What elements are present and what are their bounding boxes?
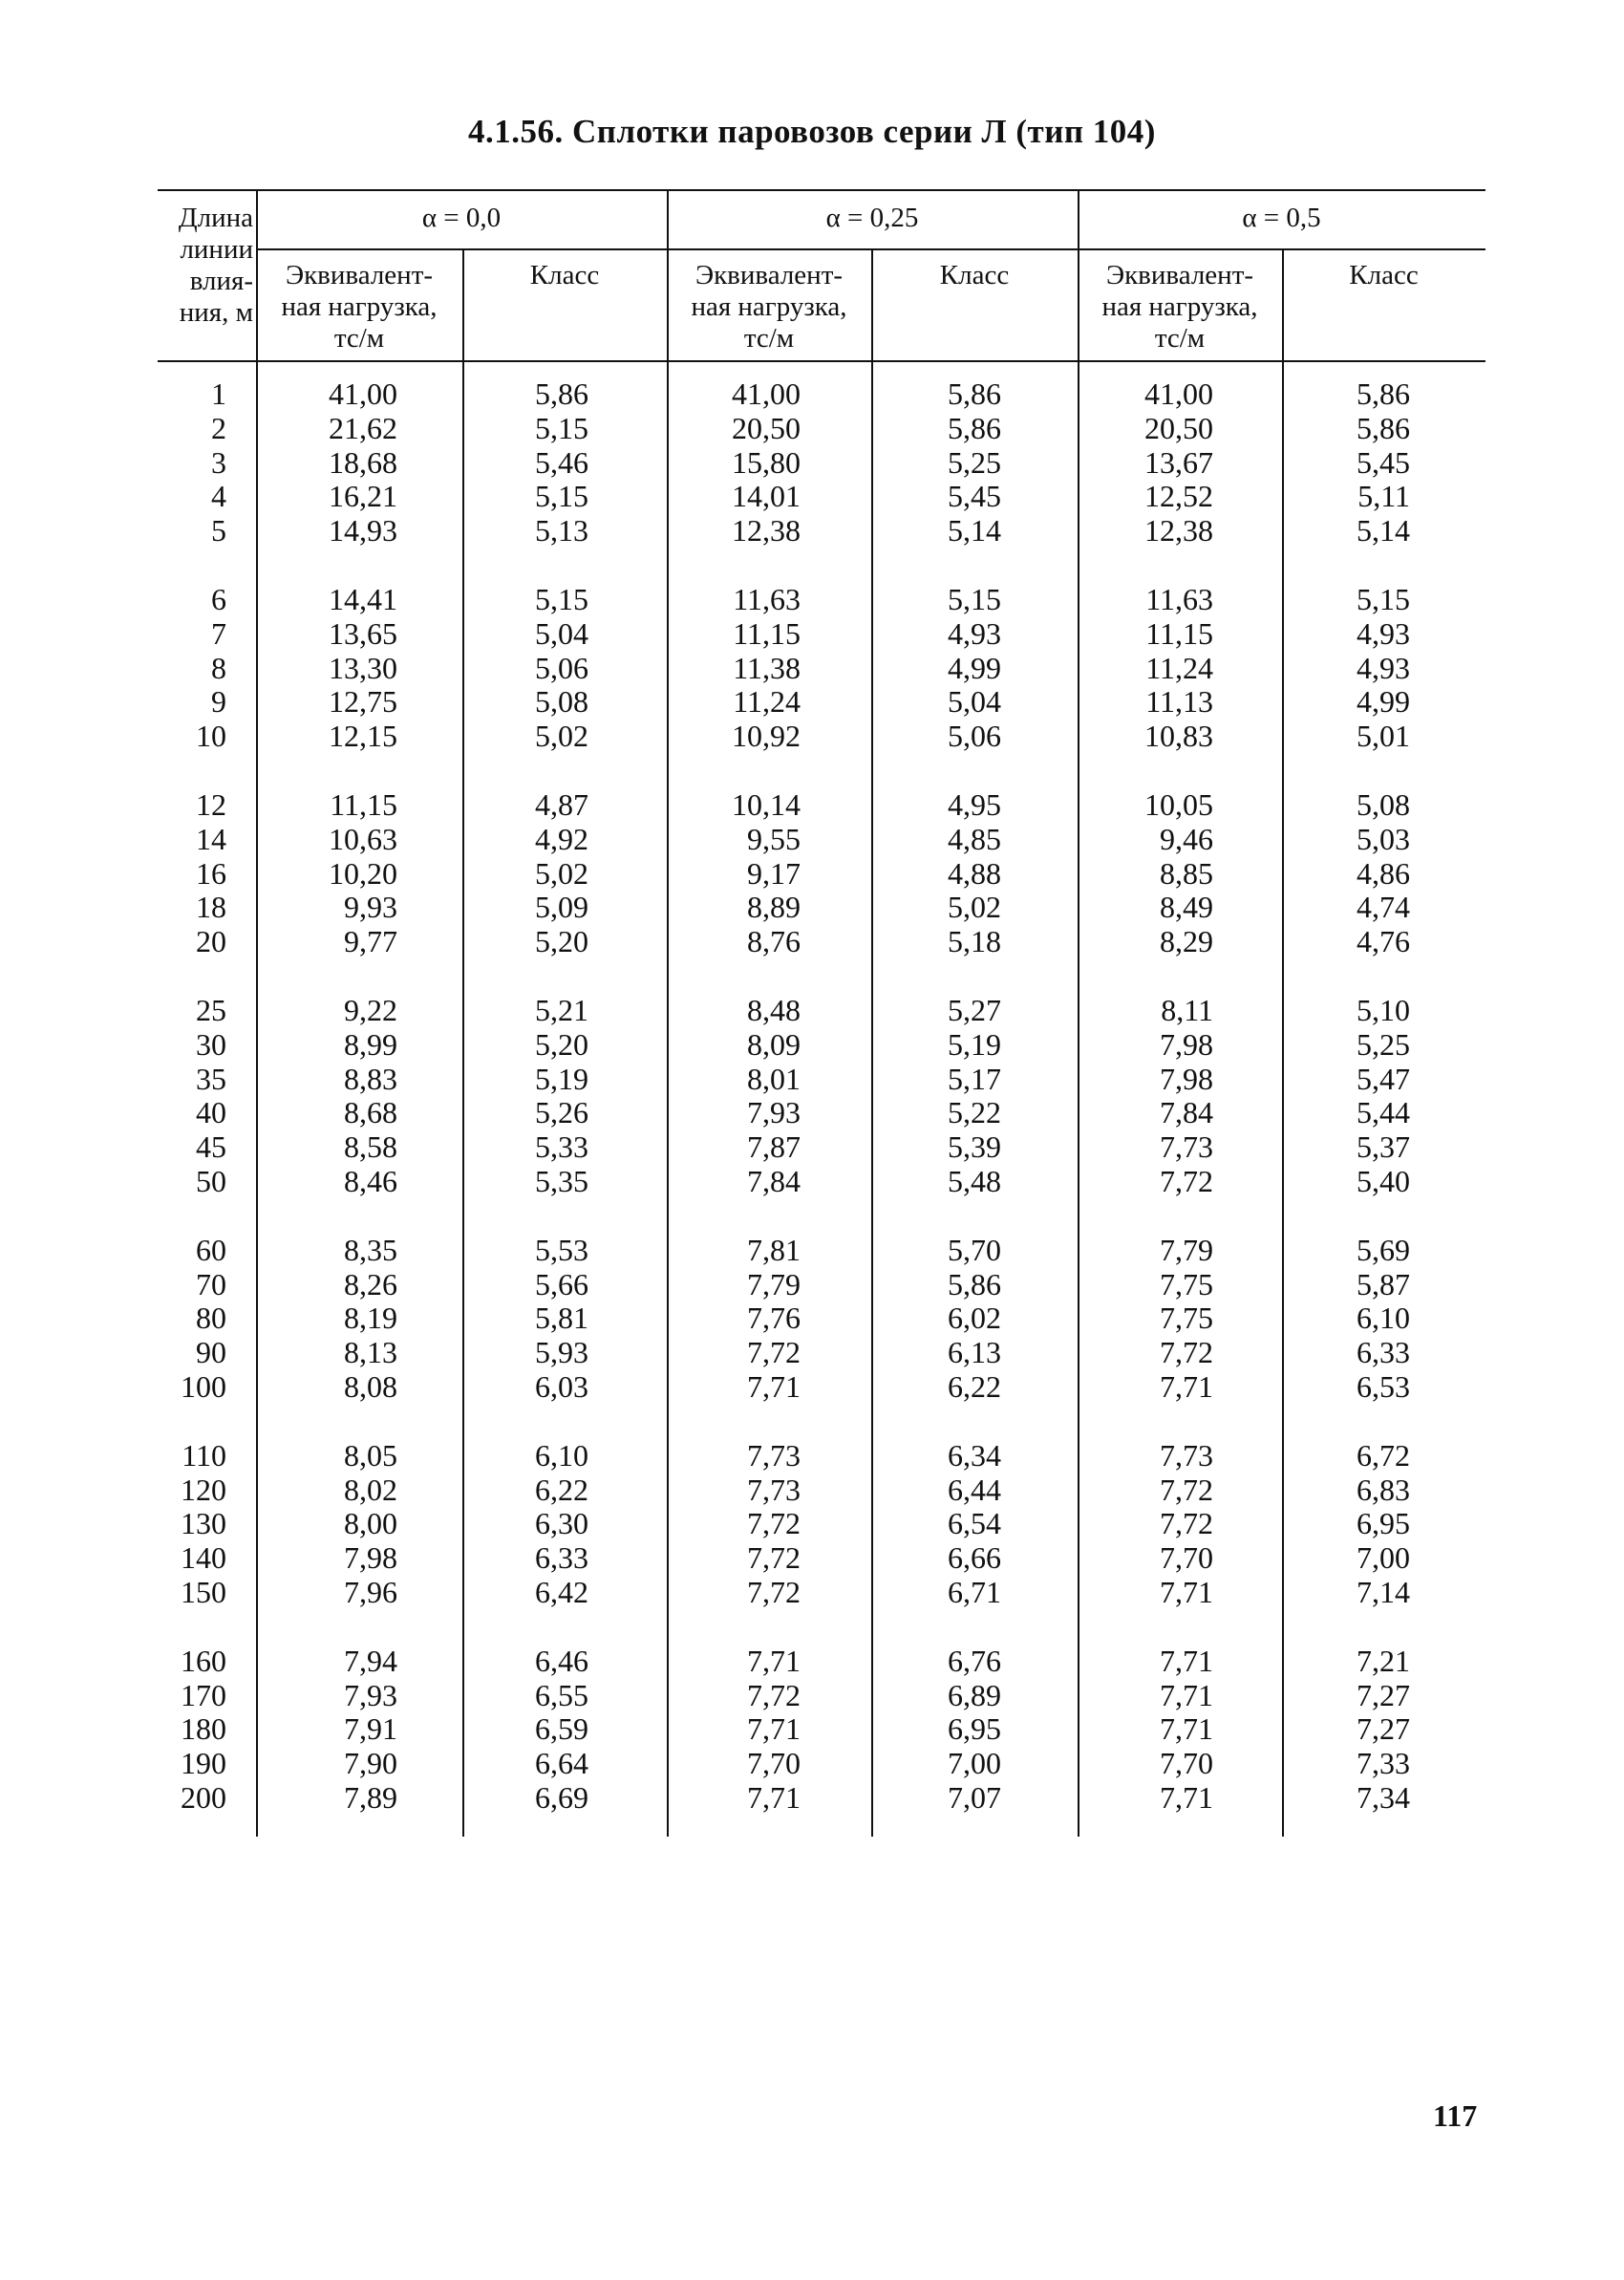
table-cell: 5,06 [948,719,1001,754]
table-cell: 6,13 [948,1335,1001,1370]
row-length: 130 [181,1506,226,1541]
table-cell: 4,93 [948,615,1001,651]
row-length: 8 [211,650,226,685]
table-cell: 8,83 [344,1061,397,1096]
table-cell: 5,70 [948,1232,1001,1267]
table-cell: 7,72 [1160,1164,1213,1198]
table-cell: 5,47 [1357,1061,1410,1096]
table-cell: 5,48 [948,1164,1001,1198]
table-cell: 4,93 [1357,650,1410,685]
table-cell: 7,72 [747,1677,801,1712]
row-length: 50 [196,1164,226,1198]
table-cell: 7,72 [1160,1335,1213,1370]
row-length: 20 [196,924,226,959]
table-cell: 4,86 [1357,855,1410,891]
row-length: 18 [196,890,226,925]
table-cell: 8,00 [344,1506,397,1541]
table-cell: 6,72 [1357,1437,1410,1473]
table-cell: 9,46 [1160,821,1213,856]
table-cell: 7,73 [747,1437,801,1473]
row-length: 25 [196,993,226,1027]
table-cell: 7,75 [1160,1301,1213,1336]
table-cell: 7,76 [747,1301,801,1336]
row-length: 6 [211,582,226,616]
table-cell: 4,92 [535,821,588,856]
table-cell: 7,84 [1160,1095,1213,1130]
table-cell: 21,62 [329,410,397,445]
table-cell: 5,44 [1357,1095,1410,1130]
table-cell: 8,49 [1160,890,1213,925]
table-cell: 7,84 [747,1164,801,1198]
row-length: 70 [196,1266,226,1301]
row-length: 120 [181,1472,226,1507]
table-cell: 5,53 [535,1232,588,1267]
header-alpha-1: α = 0,25 [825,203,919,233]
header-load-1: Эквивалент- ная нагрузка, тс/м [691,260,847,354]
table-cell: 5,69 [1357,1232,1410,1267]
table-cell: 6,02 [948,1301,1001,1336]
table-cell: 8,35 [344,1232,397,1267]
table-cell: 5,19 [535,1061,588,1096]
table-cell: 5,18 [948,924,1001,959]
table-cell: 10,92 [732,719,801,754]
table-cell: 8,76 [747,924,801,959]
table-cell: 6,71 [948,1575,1001,1609]
table-cell: 7,96 [344,1575,397,1609]
row-length: 4 [211,479,226,514]
header-load-0: Эквивалент- ная нагрузка, тс/м [281,260,438,354]
row-length: 110 [182,1437,226,1473]
row-length: 12 [196,787,226,822]
table-cell: 7,70 [1160,1746,1213,1781]
table-cell: 5,46 [535,444,588,480]
table-cell: 7,75 [1160,1266,1213,1301]
row-length: 150 [181,1575,226,1609]
row-length: 35 [196,1061,226,1096]
table-cell: 6,76 [948,1643,1001,1678]
table-cell: 13,67 [1144,444,1213,480]
table-cell: 9,77 [344,924,397,959]
table-cell: 5,25 [948,444,1001,480]
table-cell: 5,20 [535,924,588,959]
table-cell: 8,48 [747,993,801,1027]
table-cell: 11,15 [1145,615,1213,651]
table-cell: 7,27 [1357,1677,1410,1712]
header-length: Длина линии влия- ния, м [178,203,253,328]
table-cell: 20,50 [1144,410,1213,445]
table-cell: 6,54 [948,1506,1001,1541]
table-cell: 5,20 [535,1026,588,1062]
table-cell: 7,70 [1160,1540,1213,1576]
table-cell: 5,40 [1357,1164,1410,1198]
table-cell: 16,21 [329,479,397,514]
table-cell: 6,83 [1357,1472,1410,1507]
table-cell: 5,86 [948,376,1001,411]
row-length: 5 [211,513,226,548]
table-cell: 4,95 [948,787,1001,822]
row-length: 10 [196,719,226,754]
table-cell: 10,14 [732,787,801,822]
table-cell: 6,44 [948,1472,1001,1507]
table-cell: 7,70 [747,1746,801,1781]
table-cell: 5,11 [1357,479,1410,514]
table-cell: 5,02 [948,890,1001,925]
row-length: 170 [181,1677,226,1712]
table-cell: 7,72 [1160,1472,1213,1507]
table-cell: 12,75 [329,684,397,720]
table-cell: 8,46 [344,1164,397,1198]
table-cell: 7,94 [344,1643,397,1678]
row-length: 100 [181,1369,226,1404]
header-load-2: Эквивалент- ная нагрузка, тс/м [1101,260,1258,354]
table-cell: 8,01 [747,1061,801,1096]
table-cell: 11,63 [1145,582,1213,616]
row-length: 7 [211,615,226,651]
row-length: 45 [196,1129,226,1165]
row-length: 140 [181,1540,226,1576]
table-cell: 5,03 [1357,821,1410,856]
table-cell: 5,39 [948,1129,1001,1165]
table-cell: 6,46 [535,1643,588,1678]
table-cell: 7,72 [747,1335,801,1370]
table-cell: 12,38 [1144,513,1213,548]
row-length: 3 [211,444,226,480]
page-title: 4.1.56. Сплотки паровозов серии Л (тип 104) [468,113,1156,150]
table-cell: 7,07 [948,1780,1001,1815]
table-cell: 5,13 [535,513,588,548]
table-cell: 13,65 [329,615,397,651]
table-cell: 8,11 [1161,993,1213,1027]
table-cell: 9,22 [344,993,397,1027]
table-cell: 9,93 [344,890,397,925]
table-cell: 7,71 [1160,1369,1213,1404]
table-cell: 5,26 [535,1095,588,1130]
table-cell: 11,24 [733,684,801,720]
table-cell: 7,71 [747,1780,801,1815]
table-cell: 7,72 [1160,1506,1213,1541]
table-cell: 6,34 [948,1437,1001,1473]
table-cell: 9,55 [747,821,801,856]
table-cell: 7,73 [1160,1129,1213,1165]
table-cell: 5,17 [948,1061,1001,1096]
table-cell: 4,93 [1357,615,1410,651]
row-length: 2 [211,410,226,445]
table-cell: 5,22 [948,1095,1001,1130]
table-cell: 8,09 [747,1026,801,1062]
table-cell: 6,95 [948,1711,1001,1747]
table-cell: 5,87 [1357,1266,1410,1301]
row-length: 190 [181,1746,226,1781]
table-cell: 5,86 [1357,376,1410,411]
table-cell: 7,71 [1160,1575,1213,1609]
table-cell: 8,02 [344,1472,397,1507]
table-cell: 41,00 [1144,376,1213,411]
table-cell: 7,98 [1160,1026,1213,1062]
row-length: 30 [196,1026,226,1062]
table-cell: 11,13 [1145,684,1213,720]
row-length: 60 [196,1232,226,1267]
table-cell: 5,45 [948,479,1001,514]
table-cell: 12,52 [1144,479,1213,514]
table-cell: 7,34 [1357,1780,1410,1815]
table-cell: 10,05 [1144,787,1213,822]
row-length: 160 [181,1643,226,1678]
page-number: 117 [1433,2098,1478,2133]
table-cell: 6,89 [948,1677,1001,1712]
table-cell: 9,17 [747,855,801,891]
table-cell: 12,15 [329,719,397,754]
table-cell: 6,22 [535,1472,588,1507]
row-length: 9 [211,684,226,720]
table-cell: 5,08 [1357,787,1410,822]
table-cell: 8,26 [344,1266,397,1301]
table-cell: 5,02 [535,719,588,754]
table-cell: 7,79 [747,1266,801,1301]
table-cell: 5,08 [535,684,588,720]
table-cell: 7,21 [1357,1643,1410,1678]
table-cell: 7,71 [1160,1677,1213,1712]
table-cell: 5,15 [948,582,1001,616]
table-cell: 14,41 [329,582,397,616]
table-cell: 7,33 [1357,1746,1410,1781]
table-cell: 5,01 [1357,719,1410,754]
table-cell: 7,87 [747,1129,801,1165]
table-cell: 11,38 [733,650,801,685]
table-cell: 5,25 [1357,1026,1410,1062]
header-class-2: Класс [1349,260,1419,290]
table-cell: 10,63 [329,821,397,856]
table-cell: 4,74 [1357,890,1410,925]
table-cell: 4,85 [948,821,1001,856]
row-length: 14 [196,821,226,856]
table-cell: 5,35 [535,1164,588,1198]
table-cell: 5,21 [535,993,588,1027]
table-cell: 8,85 [1160,855,1213,891]
table-cell: 7,93 [344,1677,397,1712]
table-cell: 5,04 [948,684,1001,720]
table-cell: 8,68 [344,1095,397,1130]
table-cell: 7,27 [1357,1711,1410,1747]
table-cell: 6,66 [948,1540,1001,1576]
table-cell: 5,86 [535,376,588,411]
table-cell: 5,06 [535,650,588,685]
table-cell: 7,71 [1160,1780,1213,1815]
table-cell: 5,27 [948,993,1001,1027]
table-cell: 5,15 [1357,582,1410,616]
table-cell: 4,87 [535,787,588,822]
table-cell: 7,79 [1160,1232,1213,1267]
table-cell: 5,14 [1357,513,1410,548]
table-cell: 7,98 [1160,1061,1213,1096]
table-cell: 5,14 [948,513,1001,548]
table-cell: 5,02 [535,855,588,891]
table-cell: 7,72 [747,1506,801,1541]
table-cell: 5,45 [1357,444,1410,480]
table-cell: 7,98 [344,1540,397,1576]
table-cell: 7,71 [747,1369,801,1404]
table-cell: 4,88 [948,855,1001,891]
table-cell: 7,71 [1160,1711,1213,1747]
table-cell: 6,42 [535,1575,588,1609]
table-cell: 7,71 [747,1643,801,1678]
row-length: 200 [181,1780,226,1815]
table-cell: 5,86 [948,410,1001,445]
table-cell: 18,68 [329,444,397,480]
table-cell: 4,76 [1357,924,1410,959]
table-cell: 7,73 [1160,1437,1213,1473]
table-cell: 7,89 [344,1780,397,1815]
table-cell: 7,00 [1357,1540,1410,1576]
row-length: 40 [196,1095,226,1130]
header-alpha-0: α = 0,0 [421,203,502,233]
table-cell: 6,30 [535,1506,588,1541]
table-cell: 41,00 [329,376,397,411]
table-cell: 6,33 [1357,1335,1410,1370]
header-top-rule [158,189,1485,191]
table-cell: 5,33 [535,1129,588,1165]
table-cell: 4,99 [948,650,1001,685]
table-cell: 5,15 [535,479,588,514]
table-cell: 8,05 [344,1437,397,1473]
table-cell: 6,22 [948,1369,1001,1404]
table-cell: 5,81 [535,1301,588,1336]
table-cell: 13,30 [329,650,397,685]
table-cell: 5,86 [1357,410,1410,445]
table-cell: 11,15 [733,615,801,651]
table-cell: 6,53 [1357,1369,1410,1404]
table-cell: 5,66 [535,1266,588,1301]
header-class-0: Класс [529,260,600,290]
table-cell: 8,13 [344,1335,397,1370]
table-cell: 6,59 [535,1711,588,1747]
table-cell: 5,10 [1357,993,1410,1027]
table-cell: 8,99 [344,1026,397,1062]
table-cell: 6,64 [535,1746,588,1781]
table-cell: 6,69 [535,1780,588,1815]
table-cell: 6,95 [1357,1506,1410,1541]
table-cell: 12,38 [732,513,801,548]
row-length: 180 [181,1711,226,1747]
table-cell: 11,15 [330,787,397,822]
table-cell: 6,10 [1357,1301,1410,1336]
table-cell: 8,89 [747,890,801,925]
table-cell: 41,00 [732,376,801,411]
header-alpha-2: α = 0,5 [1242,203,1321,233]
table-cell: 11,24 [1145,650,1213,685]
table-cell: 5,15 [535,582,588,616]
table-cell: 5,93 [535,1335,588,1370]
table-cell: 11,63 [733,582,801,616]
table-cell: 8,58 [344,1129,397,1165]
table-cell: 5,04 [535,615,588,651]
table-cell: 7,71 [1160,1643,1213,1678]
table-cell: 6,33 [535,1540,588,1576]
table-cell: 14,93 [329,513,397,548]
table-cell: 15,80 [732,444,801,480]
row-length: 1 [211,376,226,411]
table-cell: 20,50 [732,410,801,445]
table-cell: 7,91 [344,1711,397,1747]
row-length: 90 [196,1335,226,1370]
table-cell: 7,72 [747,1540,801,1576]
table-cell: 8,29 [1160,924,1213,959]
table-cell: 7,73 [747,1472,801,1507]
table-cell: 4,99 [1357,684,1410,720]
table-cell: 7,00 [948,1746,1001,1781]
table-cell: 14,01 [732,479,801,514]
table-cell: 5,19 [948,1026,1001,1062]
table-cell: 7,14 [1357,1575,1410,1609]
table-cell: 5,15 [535,410,588,445]
table-cell: 6,03 [535,1369,588,1404]
row-length: 80 [196,1301,226,1336]
table-cell: 6,55 [535,1677,588,1712]
table-cell: 8,19 [344,1301,397,1336]
table-cell: 7,71 [747,1711,801,1747]
table-cell: 7,93 [747,1095,801,1130]
table-cell: 5,09 [535,890,588,925]
table-cell: 7,90 [344,1746,397,1781]
table-cell: 10,83 [1144,719,1213,754]
header-bottom-rule [158,360,1485,362]
table-cell: 6,10 [535,1437,588,1473]
table-cell: 5,37 [1357,1129,1410,1165]
table-cell: 10,20 [329,855,397,891]
table-cell: 7,81 [747,1232,801,1267]
row-length: 16 [196,855,226,891]
table-cell: 5,86 [948,1266,1001,1301]
header-class-1: Класс [939,260,1010,290]
table-cell: 7,72 [747,1575,801,1609]
table-cell: 8,08 [344,1369,397,1404]
